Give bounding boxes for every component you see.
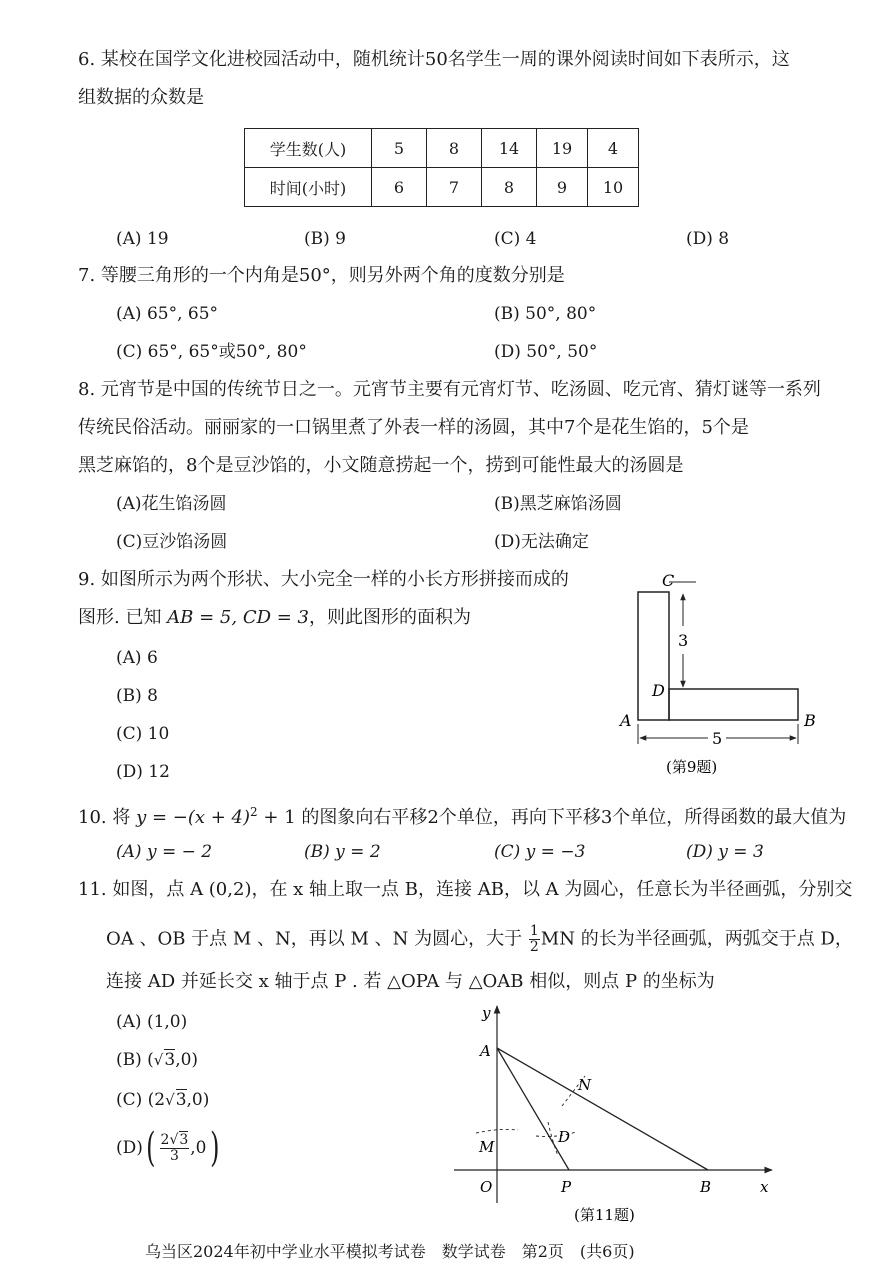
right-paren: ) <box>209 1125 220 1171</box>
q11-fraction-half <box>529 924 540 955</box>
q10-option-b[interactable]: (B) y = 2 <box>304 842 381 862</box>
q6-data-table <box>244 128 639 207</box>
option-text: (B) ( <box>116 1050 154 1070</box>
q9-vertical-rectangle <box>638 592 669 720</box>
sqrt-radicand: 3 <box>179 1131 189 1148</box>
q9-option-c[interactable]: (C) 10 <box>116 724 170 744</box>
q9-label-a: A <box>620 711 632 730</box>
q11-label-y: y <box>482 1004 491 1022</box>
q9-stem-post: ，则此图形的面积为 <box>309 607 472 628</box>
q11-caption: (第11题) <box>574 1206 635 1224</box>
table-cell: 9 <box>537 168 588 207</box>
q9-dim-5: 5 <box>712 729 723 748</box>
q7-stem: 7. 等腰三角形的一个内角是50°，则另外两个角的度数分别是 <box>78 265 565 286</box>
coef: 2 <box>160 1131 170 1148</box>
option-label: (D) <box>116 1138 143 1158</box>
table-cell: 10 <box>588 168 639 207</box>
q7-option-b[interactable]: (B) 50°, 80° <box>494 304 597 324</box>
q11-option-d[interactable] <box>116 1125 222 1171</box>
table-cell: 7 <box>427 168 482 207</box>
sqrt-sign: √ <box>169 1131 179 1148</box>
table-cell: 5 <box>372 129 427 168</box>
fraction-numerator <box>160 1133 190 1149</box>
table-cell: 8 <box>482 168 537 207</box>
sqrt-sign: √ <box>153 1051 164 1069</box>
q11-stem-line3: 连接 AD 并延长交 x 轴于点 P . 若 △OPA 与 △OAB 相似，则点 P 的坐标为 <box>106 971 715 992</box>
q10-option-c[interactable]: (C) y = −3 <box>494 842 586 862</box>
q8-stem-line3: 黑芝麻馅的，8个是豆沙馅的，小文随意捞起一个，捞到可能性最大的汤圆是 <box>78 455 684 476</box>
q8-option-d[interactable]: (D)无法确定 <box>494 532 589 552</box>
q7-option-d[interactable]: (D) 50°, 50° <box>494 342 598 362</box>
table-header-students: 学生数(人) <box>245 129 372 168</box>
q11-label-m: M <box>479 1138 495 1156</box>
option-text: ,0) <box>186 1090 210 1110</box>
option-text: (C) (2 <box>116 1090 166 1110</box>
q9-stem-line2 <box>78 606 471 630</box>
q8-stem-line2: 传统民俗活动。丽丽家的一口锅里煮了外表一样的汤圆，其中7个是花生馅的，5个是 <box>78 417 749 438</box>
q11-option-b[interactable] <box>116 1048 198 1072</box>
q11-segment-ap <box>497 1048 569 1170</box>
q11-arc-d2 <box>548 1122 558 1156</box>
q6-option-c[interactable]: (C) 4 <box>494 229 537 249</box>
fraction-numerator: 1 <box>529 923 539 939</box>
sqrt-radicand: 3 <box>164 1050 176 1070</box>
table-cell: 19 <box>537 129 588 168</box>
q9-label-d: D <box>652 681 665 700</box>
q8-option-a[interactable]: (A)花生馅汤圆 <box>116 494 227 514</box>
q9-given-lengths: AB = 5, CD = 3 <box>167 607 310 628</box>
table-header-hours: 时间(小时) <box>245 168 372 207</box>
q11-segment-ab <box>497 1048 708 1170</box>
table-row <box>245 168 639 207</box>
q10-option-a[interactable]: (A) y = − 2 <box>116 842 213 862</box>
table-cell: 6 <box>372 168 427 207</box>
q9-option-b[interactable]: (B) 8 <box>116 686 158 706</box>
q8-option-c[interactable]: (C)豆沙馅汤圆 <box>116 532 228 552</box>
q9-label-c: C <box>662 571 675 590</box>
q11-label-p: P <box>561 1178 572 1196</box>
q10-stem <box>78 800 846 830</box>
fraction-denominator: 2 <box>529 939 539 955</box>
page-footer: 乌当区2024年初中学业水平模拟考试卷 数学试卷 第2页 (共6页) <box>145 1242 635 1261</box>
table-row <box>245 129 639 168</box>
q6-option-d[interactable]: (D) 8 <box>686 229 730 249</box>
q6-option-a[interactable]: (A) 19 <box>116 229 169 249</box>
q11-label-o: O <box>480 1178 493 1196</box>
q10-option-d[interactable]: (D) y = 3 <box>686 842 764 862</box>
sqrt-radicand: 3 <box>175 1090 187 1110</box>
q10-expr-tail: + 1 <box>257 807 296 828</box>
q9-stem-pre: 图形. 已知 <box>78 607 168 628</box>
option-d-fraction <box>160 1133 190 1164</box>
q11-figure <box>440 998 790 1228</box>
q6-stem-line2: 组数据的众数是 <box>78 87 204 108</box>
q9-option-a[interactable]: (A) 6 <box>116 648 158 668</box>
q6-option-b[interactable]: (B) 9 <box>304 229 346 249</box>
q11-label-a: A <box>480 1042 491 1060</box>
q11-option-a[interactable]: (A) (1,0) <box>116 1012 188 1032</box>
q9-horizontal-rectangle <box>669 689 798 720</box>
q9-figure <box>600 560 830 790</box>
option-text: ,0 <box>190 1138 207 1158</box>
q10-number: 10. 将 <box>78 807 137 828</box>
q9-caption: (第9题) <box>666 758 718 776</box>
q8-stem-line1: 8. 元宵节是中国的传统节日之一。元宵节主要有元宵灯节、吃汤圆、吃元宵、猜灯谜等一系列 <box>78 379 821 400</box>
left-paren: ( <box>146 1125 156 1171</box>
q11-stem-line2-b: MN 的长为半径画弧，两弧交于点 D， <box>540 928 853 950</box>
table-cell: 14 <box>482 129 537 168</box>
fraction-denominator: 3 <box>169 1147 179 1164</box>
q11-label-d: D <box>558 1128 571 1146</box>
table-cell: 8 <box>427 129 482 168</box>
q11-label-n: N <box>578 1076 592 1094</box>
option-text: ,0) <box>175 1050 199 1070</box>
q7-option-a[interactable]: (A) 65°, 65° <box>116 304 219 324</box>
q7-option-c[interactable]: (C) 65°, 65°或50°, 80° <box>116 342 307 362</box>
q10-expr: y = −(x + 4) <box>136 807 251 828</box>
q11-stem-line1: 11. 如图，点 A (0,2)，在 x 轴上取一点 B，连接 AB，以 A 为圆心，任意长为半径画弧，分别交 <box>78 879 853 900</box>
q9-label-b: B <box>804 711 816 730</box>
q11-label-x: x <box>760 1178 769 1196</box>
sqrt-sign: √ <box>165 1091 175 1109</box>
q10-exponent: 2 <box>250 805 258 819</box>
q11-label-b: B <box>700 1178 712 1196</box>
q11-option-c[interactable] <box>116 1088 209 1112</box>
q10-stem-text: 的图象向右平移2个单位，再向下平移3个单位，所得函数的最大值为 <box>295 807 847 828</box>
q9-stem-line1: 9. 如图所示为两个形状、大小完全一样的小长方形拼接而成的 <box>78 569 569 590</box>
q8-option-b[interactable]: (B)黑芝麻馅汤圆 <box>494 494 622 514</box>
q9-option-d[interactable]: (D) 12 <box>116 762 170 782</box>
q11-stem-line2 <box>106 924 853 955</box>
table-cell: 4 <box>588 129 639 168</box>
q6-stem-line1: 6. 某校在国学文化进校园活动中，随机统计50名学生一周的课外阅读时间如下表所示，这 <box>78 49 790 70</box>
q9-dim-3: 3 <box>678 631 689 650</box>
q11-stem-line2-a: OA 、OB 于点 M 、N，再以 M 、N 为圆心，大于 <box>106 928 528 950</box>
